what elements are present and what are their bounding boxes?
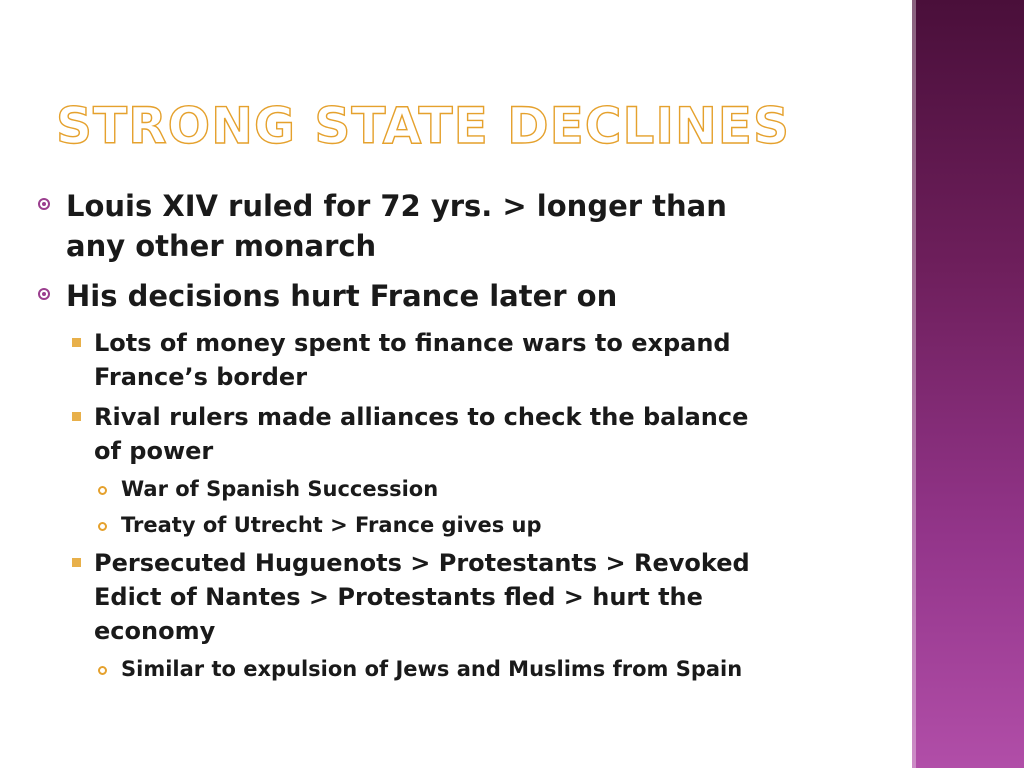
circle-dot-bullet-icon — [38, 288, 50, 300]
slide-title: STRONG STATE DECLINES — [56, 97, 790, 155]
square-bullet-icon — [72, 558, 81, 567]
ring-bullet-icon — [98, 486, 107, 495]
slide-content — [36, 186, 756, 690]
bullet-text: Persecuted Huguenots > Protestants > Revoked Edict of Nantes > Protestants fled > hurt the economy — [94, 549, 750, 645]
bullet-text: Louis XIV ruled for 72 yrs. > longer than any other monarch — [66, 189, 727, 263]
bullet-text: Rival rulers made alliances to check the balance of power — [94, 403, 749, 465]
bullet-level3 — [36, 474, 756, 505]
bullet-text: His decisions hurt France later on — [66, 279, 618, 313]
bullet-level1 — [36, 276, 756, 316]
bullet-level2 — [36, 400, 756, 468]
bullet-level2 — [36, 546, 756, 648]
square-bullet-icon — [72, 338, 81, 347]
bullet-level2 — [36, 326, 756, 394]
bullet-list — [36, 186, 756, 685]
bullet-level1 — [36, 186, 756, 266]
ring-bullet-icon — [98, 666, 107, 675]
square-bullet-icon — [72, 412, 81, 421]
bullet-text: Similar to expulsion of Jews and Muslims from Spain — [121, 657, 743, 681]
bullet-text: Treaty of Utrecht > France gives up — [121, 513, 542, 537]
bullet-text: War of Spanish Succession — [121, 477, 439, 501]
bullet-level3 — [36, 510, 756, 541]
bullet-level3 — [36, 654, 756, 685]
ring-bullet-icon — [98, 522, 107, 531]
bullet-text: Lots of money spent to finance wars to expand France’s border — [94, 329, 731, 391]
decorative-side-band — [912, 0, 1024, 768]
circle-dot-bullet-icon — [38, 198, 50, 210]
